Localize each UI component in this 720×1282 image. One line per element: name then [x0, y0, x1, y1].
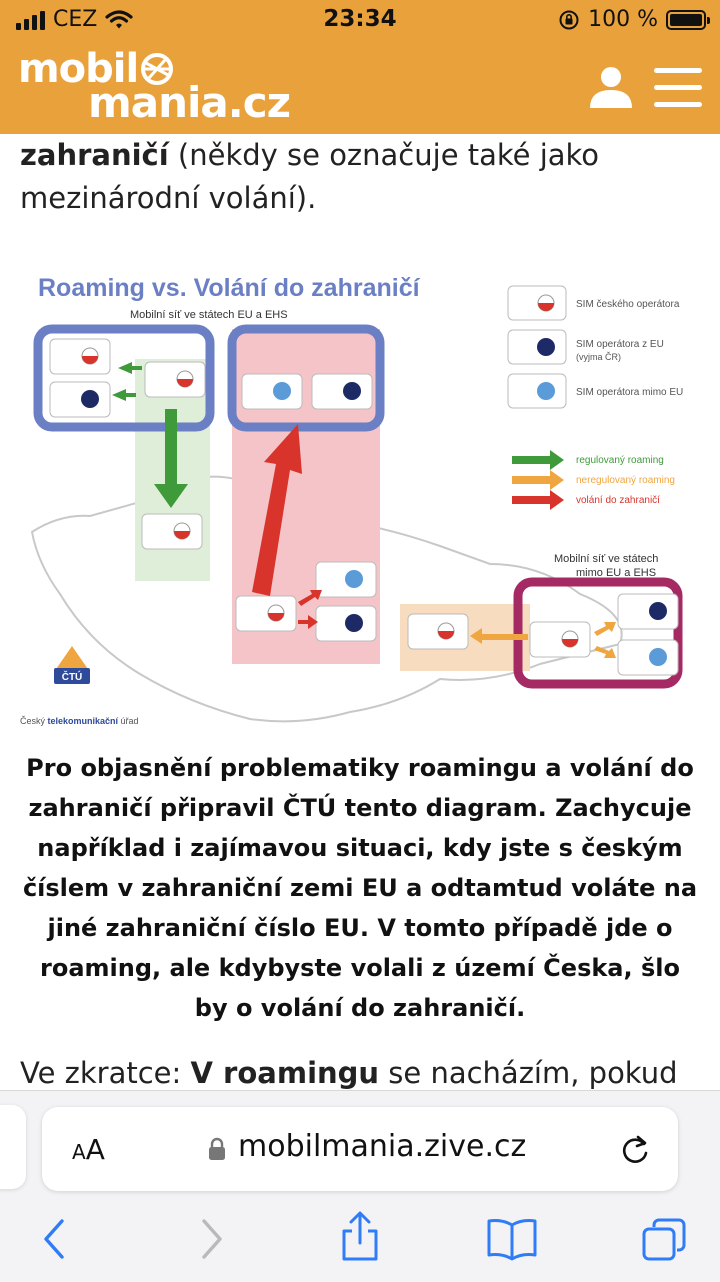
ctu-logo: [20, 646, 139, 726]
roaming-diagram: [20, 264, 700, 734]
diagram-non-eu-label-2: mimo EU a EHS: [576, 567, 657, 579]
tabs-icon[interactable]: [640, 1217, 688, 1263]
reload-icon[interactable]: [618, 1131, 652, 1167]
hamburger-menu-icon[interactable]: [654, 68, 702, 106]
svg-text:Český telekomunikační úřad: [20, 716, 139, 726]
forward-icon[interactable]: [196, 1217, 226, 1261]
lock-icon: [208, 1137, 226, 1161]
legend-sim-cz: SIM českého operátora: [576, 299, 680, 310]
legend-sim-eu-2: (vyjma ČR): [576, 352, 621, 362]
ctu-name-2: telekomunikační: [47, 716, 119, 726]
status-right: [558, 7, 706, 32]
user-icon[interactable]: [588, 66, 634, 108]
ctu-name-1: Český: [20, 716, 48, 726]
logo-line-1: mobil: [18, 46, 139, 92]
carrier-label: CEZ: [53, 7, 98, 32]
summary-paragraph: [20, 1052, 710, 1090]
legend-regulated: regulovaný roaming: [576, 455, 664, 466]
status-bar: [0, 0, 720, 40]
intro-bold: zahraničí: [20, 138, 169, 172]
site-logo[interactable]: [18, 46, 291, 127]
summary-rest: se nacházím, pokud: [379, 1056, 678, 1090]
legend-sim-noneu: SIM operátora mimo EU: [576, 387, 684, 398]
diagram-non-eu-label-1: Mobilní síť ve státech: [554, 553, 659, 565]
text-size-button[interactable]: [72, 1133, 105, 1166]
share-icon[interactable]: [338, 1211, 382, 1263]
legend: [508, 286, 683, 510]
bookmarks-icon[interactable]: [486, 1217, 538, 1261]
diagram-caption: Pro objasnění problematiky roamingu a volání do zahraničí připravil ČTÚ tento diagram. Zachycuje například i zajímavou situaci, kdy jste s českým číslem v zahraniční zemi EU a odtamtud voláte na jiné zahraniční číslo EU. V tomto případě jde o roaming, ale kdybyste volali z území Česka, šlo by o volání do zahraničí.: [22, 754, 698, 1022]
address-bar[interactable]: [42, 1107, 678, 1191]
sim-card-cz-cz: [142, 514, 202, 549]
article: [0, 134, 720, 1090]
sim-card-eu-noneu: [618, 594, 678, 629]
browser-toolbar: [0, 1209, 720, 1279]
url-text[interactable]: mobilmania.zive.cz: [238, 1129, 527, 1164]
summary-prefix: Ve zkratce:: [20, 1056, 191, 1090]
sim-card-eu-pink: [316, 606, 376, 641]
battery-percent: 100 %: [588, 7, 658, 32]
sim-card-eu-eu2: [312, 374, 372, 409]
sim-card-cz-eu2: [145, 362, 205, 397]
sim-card-cz-pink: [236, 596, 296, 631]
browser-bar: [0, 1090, 720, 1282]
summary-bold: V roamingu: [190, 1056, 380, 1090]
battery-icon: [666, 10, 706, 30]
legend-sim-eu-1: SIM operátora z EU: [576, 339, 664, 350]
sim-card-noneu-eu: [242, 374, 302, 409]
logo-line-2: mania.cz: [88, 78, 291, 127]
text-size-big: A: [85, 1133, 105, 1166]
sim-card-cz-eu1: [50, 339, 110, 374]
sim-card-cz-noneu: [530, 622, 590, 657]
previous-tab-preview[interactable]: [0, 1105, 26, 1189]
sim-card-noneu-noneu: [618, 640, 678, 675]
diagram-eu-label: Mobilní síť ve státech EU a EHS: [130, 309, 288, 321]
back-icon[interactable]: [40, 1217, 70, 1261]
intro-rest: (někdy se označuje také jako mezinárodní volání).: [20, 138, 600, 215]
diagram-title: Roaming vs. Volání do zahraničí: [38, 274, 420, 302]
legend-unregulated: neregulovaný roaming: [576, 475, 675, 486]
sim-card-cz-peach: [408, 614, 468, 649]
legend-intl: volání do zahraničí: [576, 495, 660, 506]
intro-paragraph: [20, 134, 700, 220]
site-header: [0, 40, 720, 134]
orientation-lock-icon: [558, 9, 580, 31]
text-size-small: A: [72, 1140, 86, 1164]
ctu-badge-text: ČTÚ: [61, 672, 83, 683]
ctu-name-3: úřad: [118, 716, 139, 726]
sim-card-noneu-pink: [316, 562, 376, 597]
sim-card-eu-eu1: [50, 382, 110, 417]
status-time: 23:34: [323, 6, 397, 32]
